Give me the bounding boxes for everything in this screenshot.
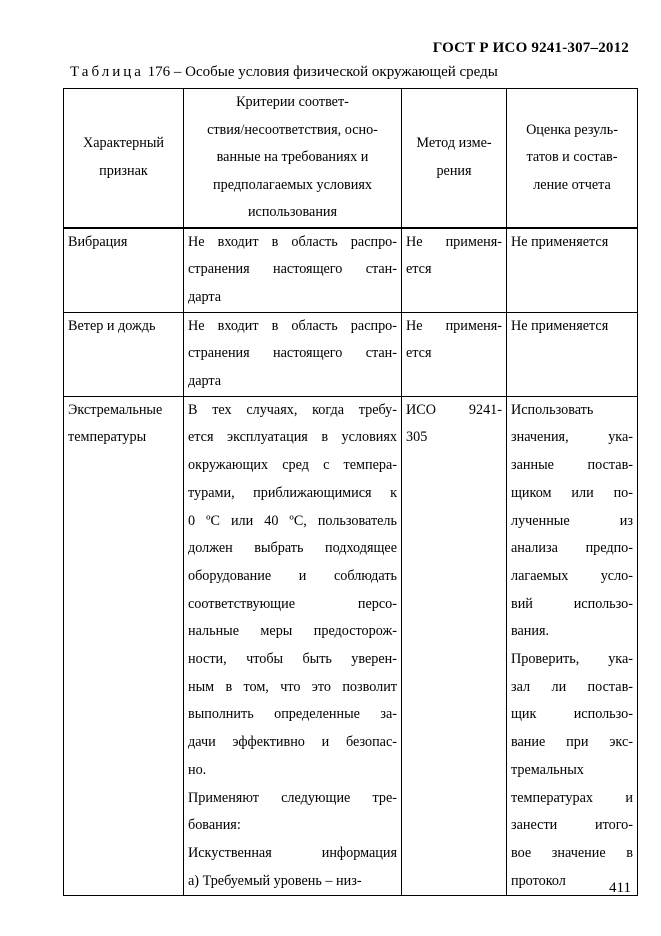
cell-line: лученные из xyxy=(511,512,633,529)
document-code: ГОСТ Р ИСО 9241-307–2012 xyxy=(432,40,629,56)
cell-line: но. xyxy=(188,761,207,778)
cell-line: температурах и xyxy=(511,789,633,806)
page-number: 411 xyxy=(609,880,631,896)
cell-line: Применяют следующие тре- xyxy=(188,789,397,806)
cell-feature xyxy=(64,396,184,896)
cell-line: ным в том, что это позволит xyxy=(188,678,397,695)
cell-line: рения xyxy=(436,162,472,179)
cell-line: Не применяется xyxy=(511,233,609,250)
cell-line: 0 ºС или 40 ºС, пользователь xyxy=(188,512,397,529)
cell-line: оборудование и соблюдать xyxy=(188,567,397,584)
cell-line: ление отчета xyxy=(533,176,611,193)
cell-method xyxy=(402,396,507,896)
cell-line: турами, приближающимися к xyxy=(188,484,397,501)
cell-criteria xyxy=(184,396,402,896)
cell-line: протокол xyxy=(511,872,566,889)
column-header-method xyxy=(402,89,507,228)
cell-line: странения настоящего стан- xyxy=(188,261,397,278)
cell-line: ванные на требованиях и xyxy=(216,149,369,165)
cell-line: нальные меры предосторож- xyxy=(188,623,397,640)
cell-line: Вибрация xyxy=(68,233,128,250)
table-row xyxy=(64,228,638,313)
cell-line: странения настоящего стан- xyxy=(188,345,397,362)
caption-word: Таблица xyxy=(70,64,144,80)
cell-line: соответствующие персо- xyxy=(188,595,397,612)
cell-line: значения, ука- xyxy=(511,429,633,446)
cell-line: Критерии соответ- xyxy=(236,94,349,110)
cell-criteria xyxy=(184,228,402,313)
cell-line: дачи эффективно и безопас- xyxy=(188,734,397,751)
cell-line: 305 xyxy=(406,429,428,446)
cell-line: признак xyxy=(99,162,148,179)
cell-line: Не применя- xyxy=(406,233,502,250)
cell-line: щик использо- xyxy=(511,706,633,723)
cell-line: Оценка резуль- xyxy=(526,121,618,138)
cell-line: зал ли постав- xyxy=(511,678,633,695)
cell-line: вание при экс- xyxy=(511,734,633,751)
cell-line: Проверить, ука- xyxy=(511,651,633,668)
caption-number: 176 xyxy=(147,64,171,80)
cell-line: щиком или по- xyxy=(511,484,633,501)
cell-line: ности, чтобы быть уверен- xyxy=(188,651,397,668)
cell-line: тремальных xyxy=(511,761,584,778)
cell-evaluation xyxy=(507,396,638,896)
cell-line: предполагаемых условиях xyxy=(213,176,372,193)
cell-line: занести итого- xyxy=(511,817,633,834)
cell-line: ется xyxy=(406,261,432,278)
cell-evaluation xyxy=(507,312,638,396)
cell-method xyxy=(402,312,507,396)
cell-evaluation xyxy=(507,228,638,313)
cell-line: использования xyxy=(247,204,338,220)
caption-title: – Особые условия физической окружающей среды xyxy=(173,64,498,80)
cell-line: Не применяется xyxy=(511,317,609,334)
cell-line: Ветер и дождь xyxy=(68,317,156,334)
cell-line: Метод изме- xyxy=(416,135,492,152)
cell-line: температуры xyxy=(68,429,147,446)
cell-line: ется xyxy=(406,345,432,362)
cell-line: ствия/несоответствия, осно- xyxy=(207,121,378,138)
table-row xyxy=(64,396,638,896)
column-header-criteria xyxy=(184,89,402,228)
cell-line: Искуственная информация xyxy=(188,844,397,861)
cell-line: вое значение в xyxy=(511,844,633,861)
cell-line: Использовать xyxy=(511,401,594,418)
cell-line: занные постав- xyxy=(511,457,633,474)
column-header-feature xyxy=(64,89,184,228)
cell-feature xyxy=(64,312,184,396)
table-row xyxy=(64,312,638,396)
cell-line: анализа предпо- xyxy=(511,540,633,557)
cell-line: В тех случаях, когда требу- xyxy=(188,401,397,418)
cell-line: вий использо- xyxy=(511,595,633,612)
cell-criteria xyxy=(184,312,402,396)
table-caption xyxy=(70,64,498,81)
cell-line: Не входит в область распро- xyxy=(188,233,397,250)
cell-line: лагаемых усло- xyxy=(511,567,633,584)
table-header-row xyxy=(64,89,638,228)
cell-feature xyxy=(64,228,184,313)
cell-line: Характерный xyxy=(83,135,164,152)
cell-line: Экстремальные xyxy=(68,401,163,418)
cell-line: Не входит в область распро- xyxy=(188,317,397,334)
cell-line: должен выбрать подходящее xyxy=(188,540,397,557)
cell-line: выполнить определенные за- xyxy=(188,706,397,723)
cell-line: а) Требуемый уровень – низ- xyxy=(188,872,362,889)
cell-line: Не применя- xyxy=(406,317,502,334)
cell-line: вания. xyxy=(511,623,550,640)
cell-line: дарта xyxy=(188,288,222,305)
cell-line: бования: xyxy=(188,817,241,834)
cell-line: ИСО 9241- xyxy=(406,401,502,418)
cell-line: окружающих сред с темпера- xyxy=(188,457,397,474)
cell-line: ется эксплуатация в условиях xyxy=(188,429,397,446)
cell-line: дарта xyxy=(188,373,222,390)
cell-method xyxy=(402,228,507,313)
cell-line: татов и состав- xyxy=(526,149,618,165)
column-header-evaluation xyxy=(507,89,638,228)
conditions-table xyxy=(63,88,638,896)
